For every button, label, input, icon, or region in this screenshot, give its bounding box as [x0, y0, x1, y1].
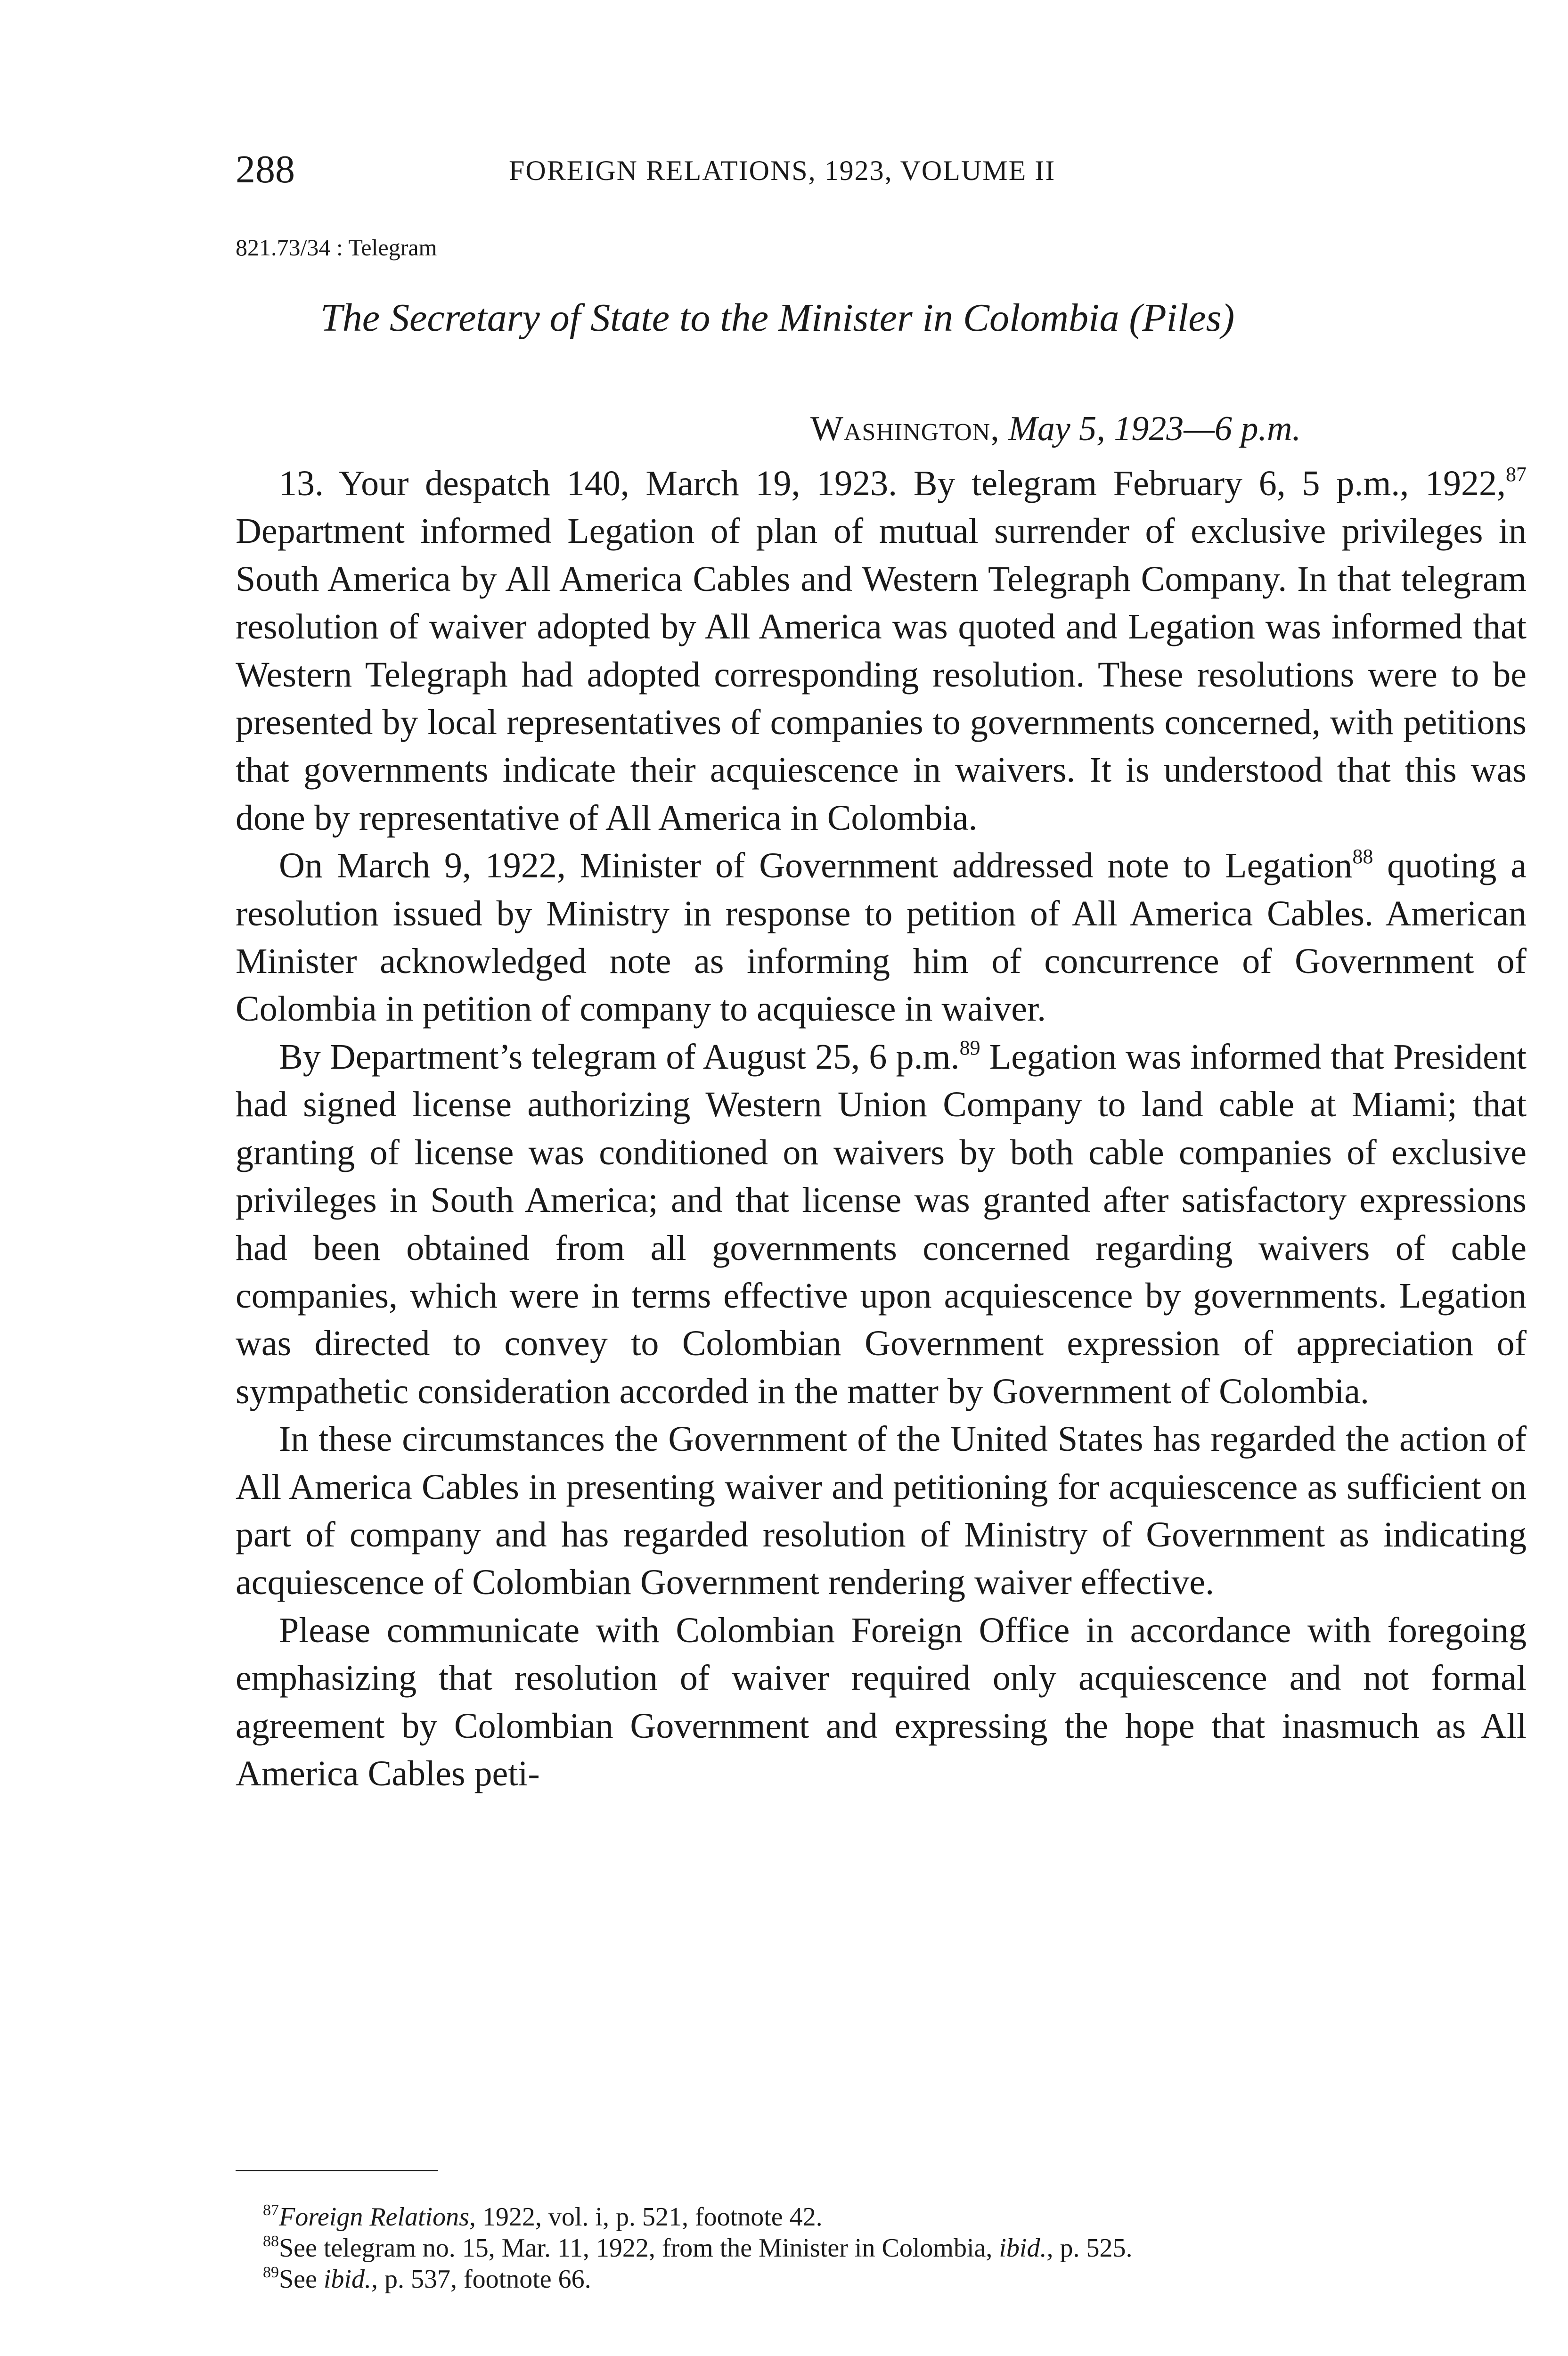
- paragraph-2-text-b: quoting a resolution issued by Ministry in response to petition of All America Cables. American Minister acknowledged note as informing him of concurrence of Government of Colombia in petition of company to acquiesce in waiver.: [236, 846, 1527, 1029]
- page-number: 288: [236, 147, 295, 191]
- footnote-marker-87: 87: [263, 2201, 279, 2219]
- footnote-87-text: 1922, vol. i, p. 521, footnote 42.: [475, 2202, 823, 2232]
- paragraph-3-text-a: By Department’s telegram of August 25, 6 p.m.: [279, 1037, 960, 1077]
- paragraph-1: [236, 460, 1527, 842]
- paragraph-3: [236, 1033, 1527, 1415]
- paragraph-1-text-b: Department informed Legation of plan of mutual surrender of exclusive privileges in South America by All America Cables and Western Telegraph Company. In that telegram resolution of waiver adopted by All America was quoted and Legation was informed that Western Telegraph had adopted corresponding resolution. These resolutions were to be presented by local representatives of companies to governments concerned, with petitions that governments indicate their acquiescence in waivers. It is understood that this was done by representative of All America in Colombia.: [236, 511, 1527, 838]
- running-title: FOREIGN RELATIONS, 1923, VOLUME II: [509, 155, 1056, 186]
- footnote-ref-87: 87: [1506, 463, 1527, 486]
- footnote-88: [236, 2233, 1527, 2264]
- footnote-ref-88: 88: [1352, 845, 1373, 868]
- footnote-89-text-a: See: [279, 2265, 324, 2294]
- document-title: The Secretary of State to the Minister in Colombia (Piles): [320, 296, 1235, 340]
- dateline-place: Washington,: [810, 409, 1000, 448]
- paragraph-2: [236, 842, 1527, 1033]
- dateline-date: May 5, 1923—6 p.m.: [1008, 409, 1301, 448]
- running-head: [236, 141, 1545, 193]
- footnote-marker-89: 89: [263, 2264, 279, 2281]
- footnote-87: [236, 2201, 1527, 2233]
- footnote-88-text-b: p. 525.: [1053, 2233, 1133, 2263]
- paragraph-4: In these circumstances the Government of the United States has regarded the action of All America Cables in presenting waiver and petitioning for acquiescence as sufficient on part of company and has regarded resolution of Ministry of Government as indicating acquiescence of Colombian Government rendering waiver effective.: [236, 1419, 1527, 1603]
- file-reference: 821.73/34 : Telegram: [236, 234, 437, 261]
- paragraph-2-text-a: On March 9, 1922, Minister of Government addressed note to Legation: [279, 846, 1353, 886]
- paragraph-1-text-a: 13. Your despatch 140, March 19, 1923. By telegram February 6, 5 p.m., 1922,: [279, 464, 1506, 503]
- footnote-88-ibid: ibid.,: [999, 2233, 1054, 2263]
- paragraph-5: Please communicate with Colombian Foreign Office in accordance with foregoing emphasizing that resolution of waiver required only acquiescence and not formal agreement by Colombian Government and expressing the hope that inasmuch as All America Cables peti-: [236, 1610, 1527, 1793]
- footnote-89-text-b: p. 537, footnote 66.: [377, 2265, 591, 2294]
- footnote-89-ibid: ibid.,: [323, 2265, 378, 2294]
- footnotes: [236, 2201, 1527, 2295]
- footnote-89: [236, 2264, 1527, 2295]
- footnote-divider: [236, 2170, 438, 2171]
- paragraph-3-text-b: Legation was informed that President had signed license authorizing Western Union Company to land cable at Miami; that granting of license was conditioned on waivers by both cable companies of exclusive privileges in South America; and that license was granted after satisfactory expressions had been obtained from all governments concerned regarding waivers of cable companies, which were in terms effective upon acquiescence by governments. Legation was directed to convey to Colombian Government expression of appreciation of sympathetic consideration accorded in the matter by Government of Colombia.: [236, 1037, 1527, 1411]
- dateline: [810, 405, 1301, 452]
- telegram-body: [236, 460, 1527, 1798]
- footnote-87-title: Foreign Relations,: [279, 2202, 476, 2232]
- footnote-ref-89: 89: [959, 1036, 980, 1059]
- footnote-88-text-a: See telegram no. 15, Mar. 11, 1922, from the Minister in Colombia,: [279, 2233, 999, 2263]
- footnote-marker-88: 88: [263, 2233, 279, 2250]
